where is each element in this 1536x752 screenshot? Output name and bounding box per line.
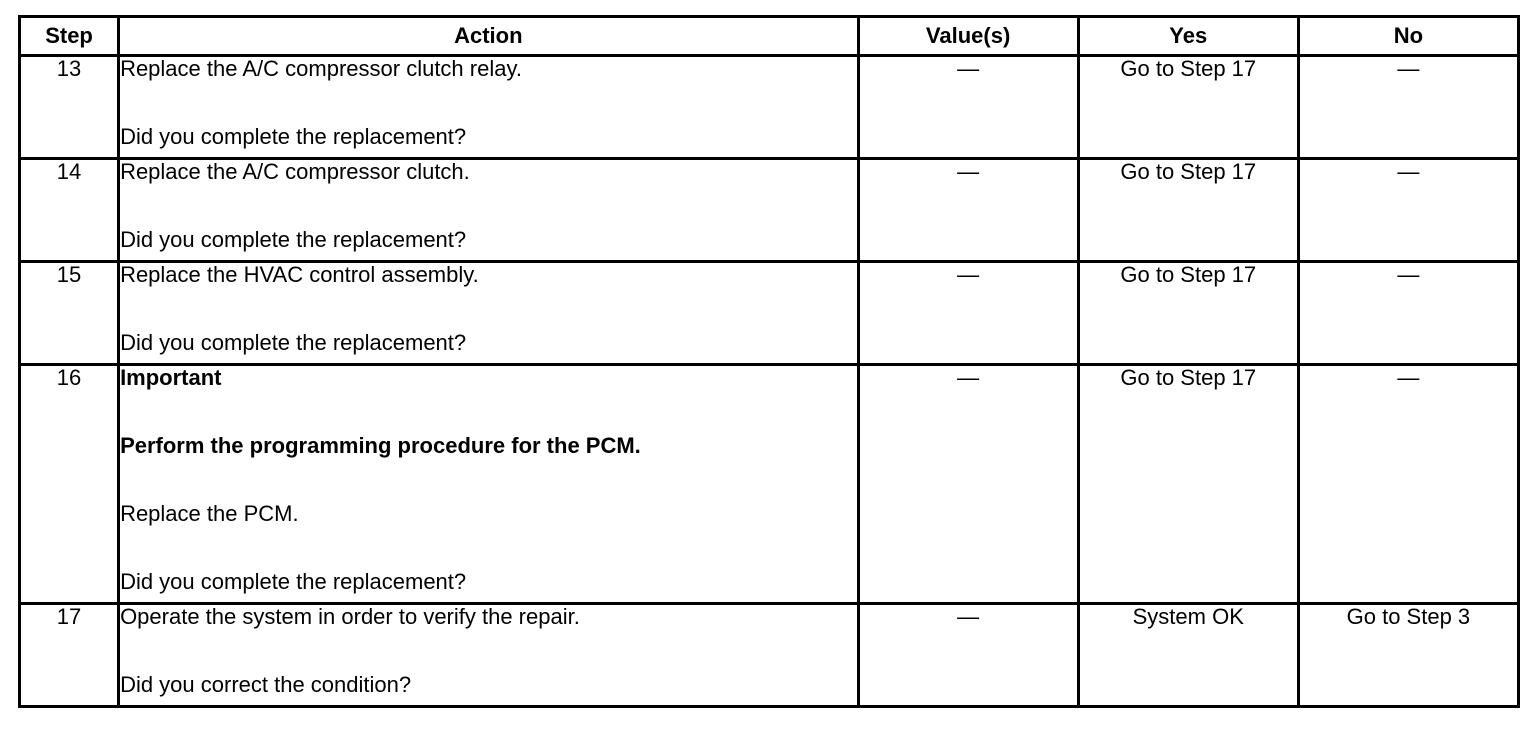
diagnostic-table: [18, 15, 1520, 708]
header-yes: Yes: [1078, 17, 1298, 56]
yes-cell: System OK: [1078, 604, 1298, 707]
action-instruction: Replace the A/C compressor clutch.: [120, 159, 470, 184]
header-no: No: [1298, 17, 1518, 56]
action-cell: [119, 365, 858, 604]
action-instruction: Operate the system in order to verify the repair.: [120, 604, 580, 629]
table-row: [20, 56, 1519, 159]
yes-cell: Go to Step 17: [1078, 56, 1298, 159]
action-instruction: Replace the A/C compressor clutch relay.: [120, 56, 522, 81]
table-row: [20, 262, 1519, 365]
no-cell: —: [1298, 159, 1518, 262]
value-cell: —: [858, 262, 1078, 365]
step-number: 13: [20, 56, 119, 159]
action-question: Did you complete the replacement?: [120, 569, 467, 594]
value-cell: —: [858, 56, 1078, 159]
header-step: Step: [20, 17, 119, 56]
no-cell: —: [1298, 365, 1518, 604]
value-cell: —: [858, 604, 1078, 707]
table-row: [20, 159, 1519, 262]
table-row: [20, 365, 1519, 604]
table-row: [20, 604, 1519, 707]
header-action: Action: [119, 17, 858, 56]
action-cell: [119, 56, 858, 159]
no-cell: —: [1298, 56, 1518, 159]
action-question: Did you complete the replacement?: [120, 330, 467, 355]
step-number: 17: [20, 604, 119, 707]
yes-cell: Go to Step 17: [1078, 262, 1298, 365]
important-note: Perform the programming procedure for the PCM.: [120, 433, 641, 458]
step-number: 15: [20, 262, 119, 365]
yes-cell: Go to Step 17: [1078, 365, 1298, 604]
action-cell: [119, 604, 858, 707]
step-number: 14: [20, 159, 119, 262]
no-cell: —: [1298, 262, 1518, 365]
action-cell: [119, 159, 858, 262]
step-number: 16: [20, 365, 119, 604]
important-heading: Important: [120, 365, 222, 390]
action-question: Did you complete the replacement?: [120, 227, 467, 252]
no-cell: Go to Step 3: [1298, 604, 1518, 707]
action-cell: [119, 262, 858, 365]
value-cell: —: [858, 365, 1078, 604]
value-cell: —: [858, 159, 1078, 262]
header-row: [20, 17, 1519, 56]
action-instruction: Replace the HVAC control assembly.: [120, 262, 479, 287]
yes-cell: Go to Step 17: [1078, 159, 1298, 262]
action-instruction: Replace the PCM.: [120, 501, 299, 526]
header-values: Value(s): [858, 17, 1078, 56]
action-question: Did you complete the replacement?: [120, 124, 467, 149]
action-question: Did you correct the condition?: [120, 672, 412, 697]
